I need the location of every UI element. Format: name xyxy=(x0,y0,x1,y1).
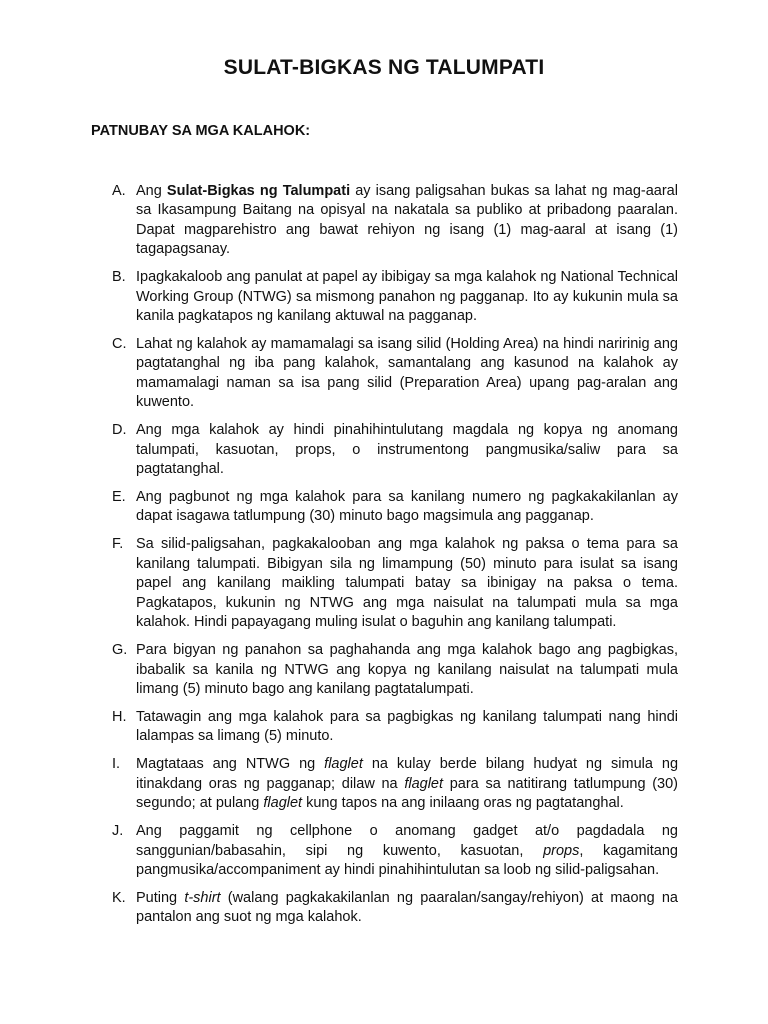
guideline-marker: B. xyxy=(112,269,126,286)
guideline-text-segment: flaglet xyxy=(263,795,303,812)
guideline-text xyxy=(136,708,678,747)
guideline-text-segment: na kulay berde bilang hudyat ng simula ng itinakdang oras ng pagganap; dilaw na xyxy=(136,756,679,792)
guideline-item xyxy=(112,421,678,479)
guideline-text-segment: Tatawagin ang mga kalahok para sa pagbigkas ng kanilang talumpati nang hindi lalampas sa limang (5) minuto. xyxy=(136,708,678,745)
guideline-text-segment: Magtataas ang NTWG ng xyxy=(136,756,325,773)
guideline-text-segment: flaglet xyxy=(324,756,363,773)
guideline-item xyxy=(112,889,678,928)
guideline-text-segment: (walang pagkakakilanlan ng paaralan/sangay/rehiyon) at maong na pantalon ang suot ng mga kalahok. xyxy=(136,889,678,926)
guideline-marker: E. xyxy=(112,489,126,506)
guideline-text-segment: Ipagkakaloob ang panulat at papel ay ibibigay sa mga kalahok ng National Technical Working Group (NTWG) sa mismong panahon ng pagganap. Ito ay kukunin mula sa kanila pagkatapos ng kanilang aktuwal na pagganap. xyxy=(136,269,678,325)
guideline-text xyxy=(136,182,678,260)
guideline-text-segment: Lahat ng kalahok ay mamamalagi sa isang silid (Holding Area) na hindi naririnig ang pagtatanghal ng iba pang kalahok, samantalang ang kasunod na kalahok ay mamamalagi naman sa isa pang silid (Preparation Area) upang pag-aralan ang kuwento. xyxy=(136,336,678,411)
guideline-marker: D. xyxy=(112,422,127,439)
guideline-item xyxy=(112,708,678,747)
guideline-text-segment: , kagamitang pangmusika/accompaniment ay hindi pinahihintulutan sa loob ng silid-paligsahan. xyxy=(136,842,678,878)
guideline-marker: H. xyxy=(112,708,127,725)
guideline-text xyxy=(136,889,678,928)
guideline-text xyxy=(136,421,678,479)
guideline-marker: K. xyxy=(112,889,126,906)
guideline-text xyxy=(136,755,678,813)
guideline-text-segment: t-shirt xyxy=(184,889,221,906)
guideline-text-segment: Sa silid-paligsahan, pagkakalooban ang mga kalahok ng paksa o tema para sa kanilang talumpati. Bibigyan sila ng limampung (50) minuto para isulat sa isang papel ang kanilang maikling talumpati batay sa ibinigay na paksa o tema. Pagkatapos, kukunin ng NTWG ang mga naisulat na talumpati mula sa mga kalahok. Hindi papayagang muling isulat o baguhin ang kanilang talumpati. xyxy=(136,536,678,631)
guideline-text-segment: Ang pagbunot ng mga kalahok para sa kanilang numero ng pagkakakilanlan ay dapat isagawa tatlumpung (30) minuto bago magsimula ang pagganap. xyxy=(136,489,678,525)
guidelines-list xyxy=(112,182,678,936)
guideline-item xyxy=(112,641,678,699)
guideline-marker: G. xyxy=(112,642,128,659)
guideline-text-segment: Sulat-Bigkas ng Talumpati xyxy=(166,183,351,199)
guideline-text-segment: para sa natitirang tatlumpung (30) segundo; at pulang xyxy=(136,775,679,812)
guideline-text xyxy=(136,822,678,880)
section-heading: PATNUBAY SA MGA KALAHOK: xyxy=(91,123,311,139)
guideline-marker: A. xyxy=(112,183,126,199)
guideline-text xyxy=(136,488,678,527)
guideline-text-segment: kung tapos na ang inilaang oras ng pagtatanghal. xyxy=(302,795,624,812)
guideline-text-segment: Ang xyxy=(136,183,167,199)
guideline-text xyxy=(136,641,678,699)
document-title: SULAT-BIGKAS NG TALUMPATI xyxy=(223,56,545,79)
guideline-item xyxy=(112,488,678,527)
guideline-text xyxy=(136,535,678,632)
guideline-text-segment: Puting xyxy=(136,889,185,906)
guideline-item xyxy=(112,755,678,813)
guideline-item xyxy=(112,268,678,326)
guideline-item xyxy=(112,535,678,632)
guideline-item xyxy=(112,182,678,260)
guideline-text-segment: props xyxy=(543,842,580,859)
guideline-marker: F. xyxy=(112,536,124,553)
guideline-text-segment: Ang paggamit ng cellphone o anomang gadget at/o pagdadala ng sanggunian/babasahin, sipi ng kuwento, kasuotan, xyxy=(136,823,678,859)
guideline-marker: I. xyxy=(112,756,121,773)
guideline-text-segment: Para bigyan ng panahon sa paghahanda ang mga kalahok bago ang pagbigkas, ibabalik sa kanila ng NTWG ang kopya ng kanilang naisulat na talumpati mula limang (5) minuto bago ang kanilang pagtatalumpati. xyxy=(136,642,678,697)
guideline-text xyxy=(136,335,678,413)
guideline-text xyxy=(136,268,678,326)
guideline-item xyxy=(112,335,678,413)
guideline-text-segment: ay isang paligsahan bukas sa lahat ng mag-aaral sa Ikasampung Baitang na opisyal na nakatala sa publiko at pribadong paaralan. Dapat magparehistro ang bawat rehiyon ng isang (1) mag-aaral at isang (1) tagapagsanay. xyxy=(136,183,678,258)
guideline-marker: C. xyxy=(112,336,127,353)
guideline-item xyxy=(112,822,678,880)
guideline-marker: J. xyxy=(112,823,124,840)
guideline-text-segment: Ang mga kalahok ay hindi pinahihintulutang magdala ng kopya ng anomang talumpati, kasuotan, props, o instrumentong pangmusika/saliw para sa pagtatanghal. xyxy=(136,422,678,478)
guideline-text-segment: flaglet xyxy=(404,775,444,792)
